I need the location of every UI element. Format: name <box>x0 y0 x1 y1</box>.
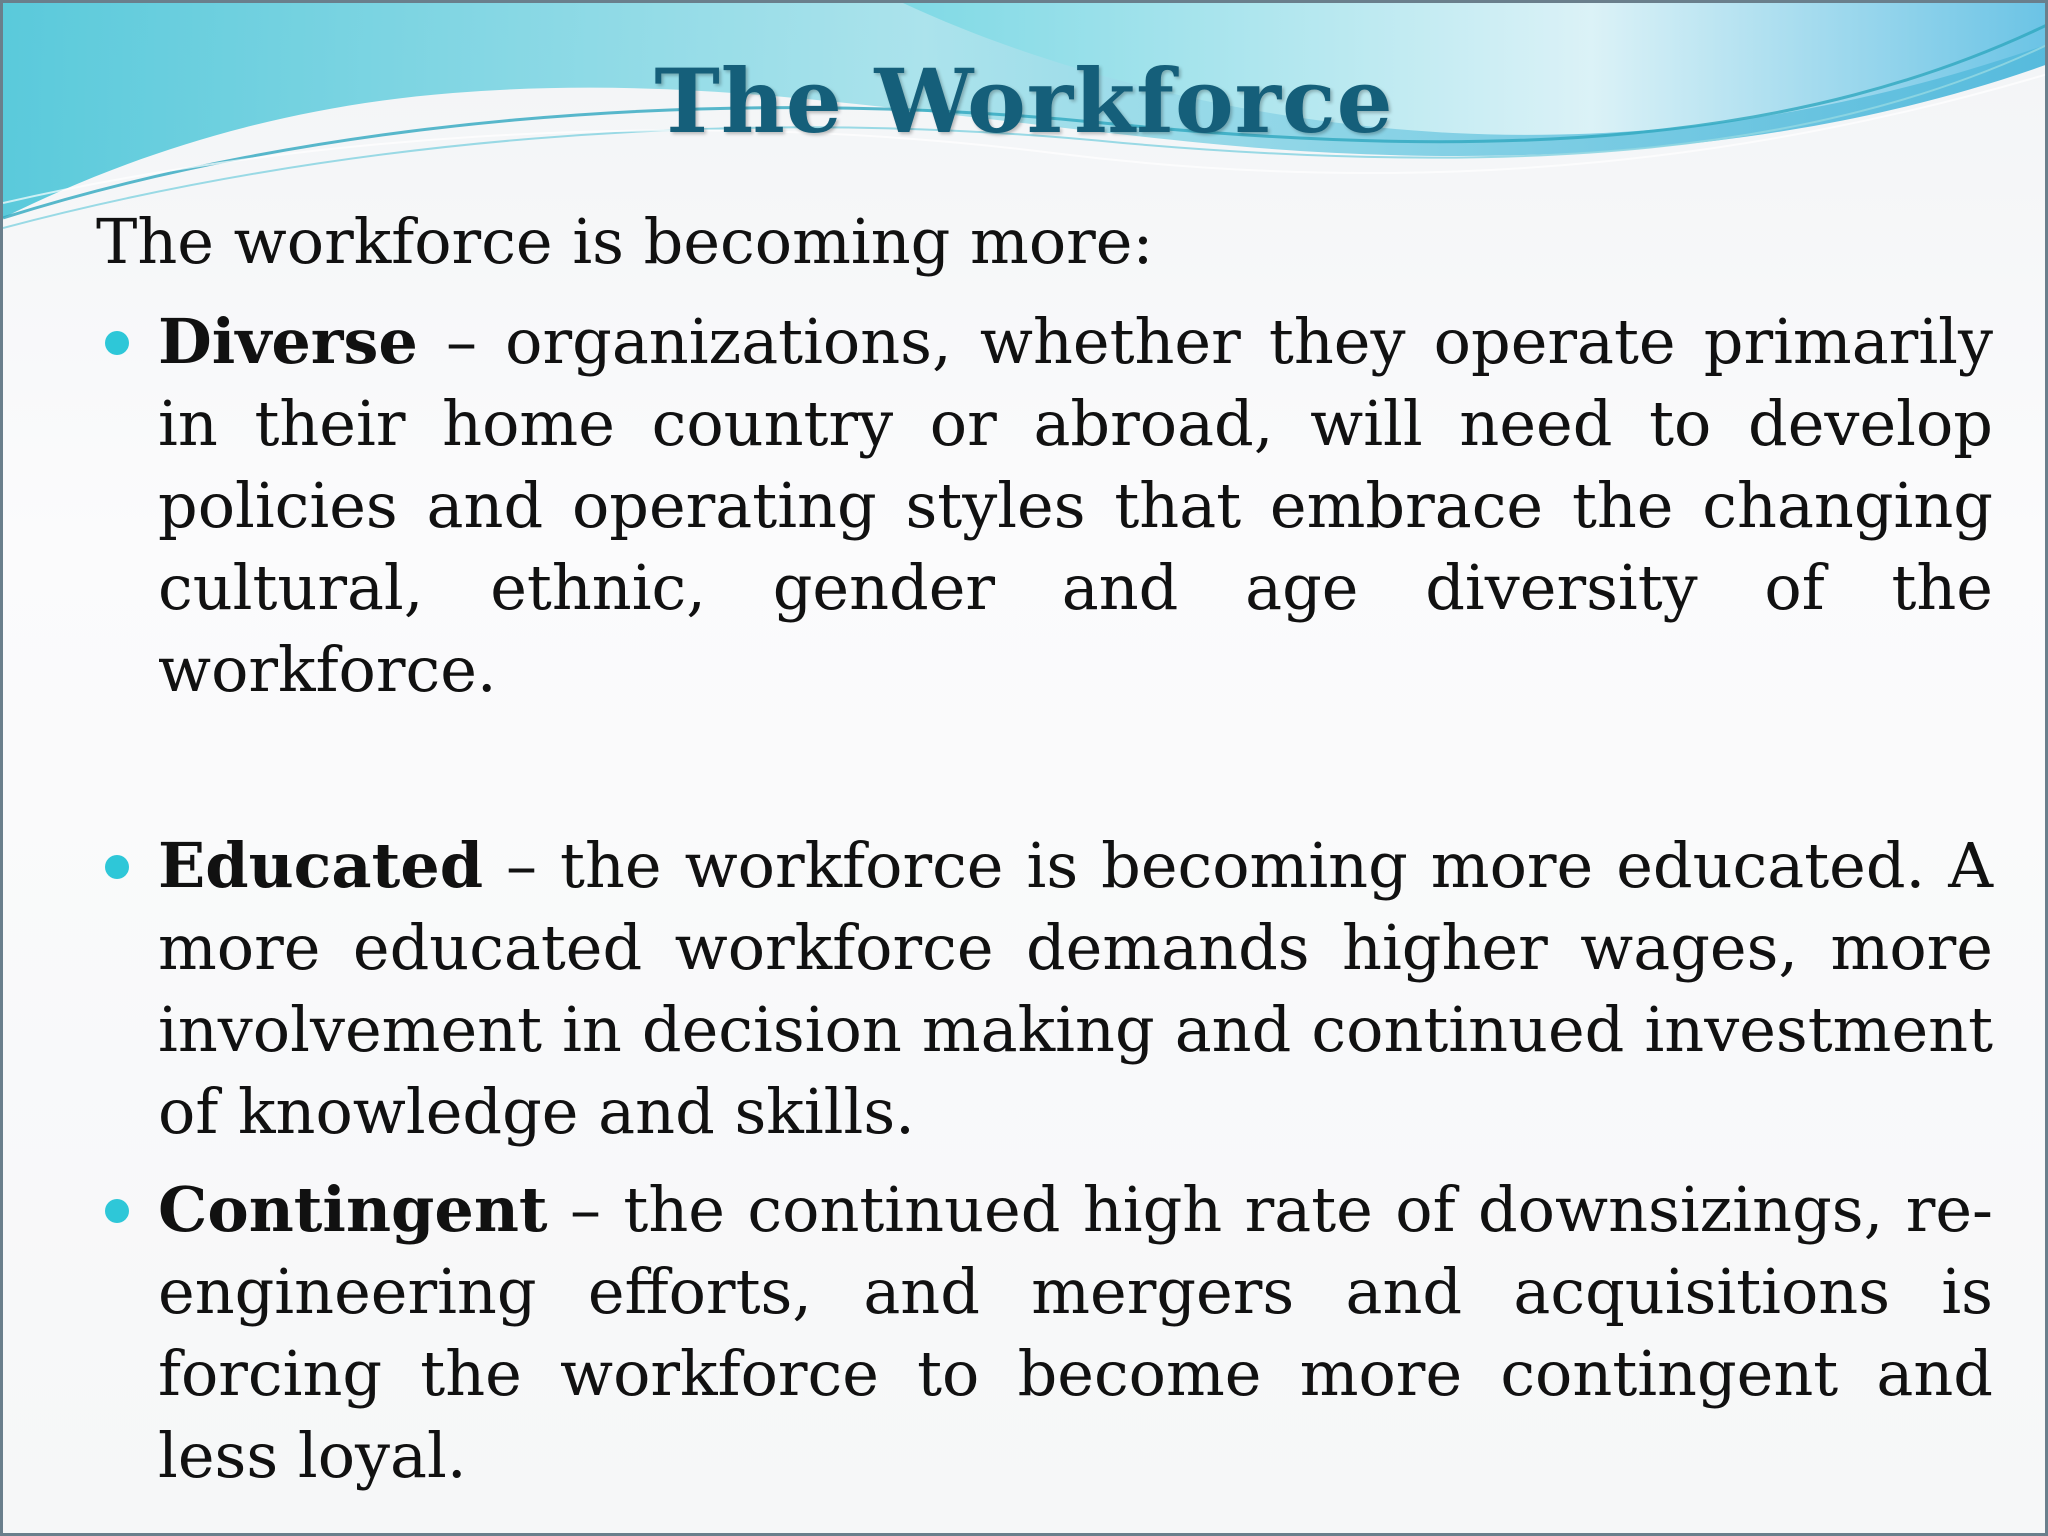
bullet-term: Contingent <box>158 1173 548 1246</box>
bullet-description: – the continued high rate of downsizings, re-engineering efforts, and mergers and acquisitions is forcing the workforce to become more contingent and less loyal. <box>158 1173 1993 1492</box>
bullet-diverse <box>98 301 1993 711</box>
bullet-text <box>158 301 1993 711</box>
bullet-dot-icon <box>105 855 129 879</box>
bullet-dot-icon <box>105 331 129 355</box>
bullet-contingent <box>98 1169 1993 1497</box>
bullet-description: – organizations, whether they operate primarily in their home country or abroad, will need to develop policies and operating styles that embrace the changing cultural, ethnic, gender and age diversity of the workforce. <box>158 305 1993 706</box>
bullet-description: – the workforce is becoming more educated. A more educated workforce demands higher wages, more involvement in decision making and continued investment of knowledge and skills. <box>158 829 1993 1148</box>
bullet-term: Educated <box>158 829 484 902</box>
bullet-dot-icon <box>105 1199 129 1223</box>
bullet-text <box>158 1169 1993 1497</box>
bullet-text <box>158 825 1993 1153</box>
bullet-educated <box>98 825 1993 1153</box>
bullet-term: Diverse <box>158 305 418 378</box>
slide-title: The Workforce <box>654 49 1394 153</box>
intro-text: The workforce is becoming more: <box>96 205 1154 278</box>
